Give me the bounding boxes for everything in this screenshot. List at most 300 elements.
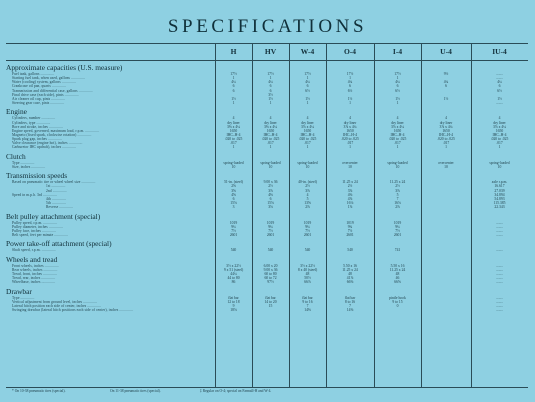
row-label: Swinging drawbar (lateral hitch positions each side of center), inches .............. [12, 308, 134, 313]
table-cell: 41⅞ [346, 276, 354, 281]
table-cell: ........ [495, 267, 504, 272]
table-cell: 17½ [304, 72, 311, 76]
table-cell: 1 [306, 145, 309, 150]
table-cell: .020 to .025 [437, 137, 455, 142]
table-cell: 11.25 x 24 [342, 267, 358, 272]
table-cell: flat bar [228, 295, 239, 300]
row-label: Fuel tank, gallons .............. [12, 72, 55, 76]
table-cell: 540 [304, 248, 311, 253]
table-cell: 10 [395, 164, 400, 169]
table-cell: 2601 [266, 233, 275, 237]
table-cell: 741 [394, 248, 401, 253]
table-cell: 4¼ [268, 80, 273, 85]
row-label: Pulley diameter, inches .............. [12, 224, 63, 229]
table-cell: 16⅛ [346, 201, 354, 206]
table-cell: 3⅞ [347, 188, 353, 193]
table-cell: 4 [445, 116, 447, 121]
table-cell: 6 [232, 196, 235, 201]
column-header: IU-4 [492, 47, 507, 56]
row-label: Tread, front, inches .............. [12, 272, 57, 276]
table-cell: spring-loaded [387, 160, 408, 165]
table-cell: 1650 [393, 128, 402, 133]
section-heading: Wheels and tread [6, 254, 58, 264]
table-cell: 15⅛ [230, 201, 237, 206]
section-heading: Clutch [6, 151, 26, 161]
table-cell: 1 [396, 145, 399, 150]
table-cell: ........ [495, 248, 504, 253]
column-header: HV [264, 47, 277, 56]
table-cell: 4 [498, 116, 501, 121]
table-cell: .017 [267, 141, 274, 146]
table-cell: 27.039 [494, 188, 505, 193]
table-cell: dry liner [301, 120, 314, 125]
row-label: 2nd .............. [46, 188, 67, 193]
table-cell: 1 [232, 101, 235, 106]
row-label: Spark plug gap, inches .............. [12, 137, 62, 142]
table-cell: 2⅞ [305, 205, 310, 210]
table-cell: 10 [444, 164, 448, 169]
table-cell: 5.50 x 16 [343, 263, 357, 268]
table-cell: 1 [232, 145, 235, 150]
table-cell: 2601 [229, 233, 238, 237]
table-cell: ........ [495, 276, 504, 281]
table-cell: ........ [495, 233, 504, 237]
table-cell: 3½ [268, 92, 273, 97]
table-cell: 6.00 x 20 [263, 263, 278, 268]
table-cell: 1½ [395, 96, 400, 101]
row-label: Final drive case (each side), pints .............. [12, 92, 79, 97]
table-cell: 1 [306, 76, 309, 81]
table-cell: 6 [498, 84, 501, 89]
table-cell: 46 [395, 276, 400, 281]
table-cell: ........ [495, 76, 504, 81]
table-cell: 5.50 x 16 [390, 263, 405, 268]
table-cell: 3⅜ x 4¼ [264, 124, 277, 129]
table-cell: 1 [269, 101, 272, 106]
table-cell: 44¼ [230, 272, 237, 276]
table-cell: 48 [395, 272, 400, 276]
table-cell: 66⅞ [304, 280, 311, 285]
table-cell: 1650 [442, 128, 450, 133]
table-cell: 17½ [394, 72, 401, 76]
row-label: Wheelbase, inches .............. [12, 280, 56, 285]
table-cell: ........ [495, 220, 504, 225]
table-cell: dry liner [264, 120, 277, 125]
row-label: Starting fuel tank, when used, gallons .............. [12, 76, 85, 81]
table-cell: 1½ [305, 96, 310, 101]
section-heading: Engine [6, 107, 27, 117]
table-cell: 17½ [267, 72, 274, 76]
table-cell: 3⅞ x 4¼ [343, 124, 357, 129]
table-cell: ........ [495, 295, 504, 300]
table-cell: IHC–H-4 [492, 133, 507, 137]
table-cell: 3 [232, 205, 235, 210]
table-cell: .020 to .025 [341, 137, 359, 142]
table-cell: 48 [305, 272, 310, 276]
row-label: Pulley face, inches .............. [12, 228, 56, 233]
table-cell: 10 [305, 164, 310, 169]
row-label: Rear wheels, inches .............. [12, 267, 58, 272]
column-header: I-4 [392, 47, 403, 56]
column-header: W-4 [300, 47, 315, 56]
table-cell: 54.893 [494, 196, 505, 201]
table-cell: .017 [394, 141, 401, 146]
section-heading: Transmission speeds [6, 171, 68, 181]
table-cell: .017 [442, 141, 450, 146]
table-cell: 2½ [268, 184, 273, 189]
row-label: Bore and stroke, inches .............. [12, 124, 64, 129]
table-cell: 9.00 x 36 [263, 180, 278, 185]
table-cell: 3⅞ [395, 188, 400, 193]
table-cell: 7½ [268, 228, 273, 233]
row-label: Type .............. [12, 295, 35, 300]
table-cell: IHC–H-4 [343, 133, 357, 137]
table-cell: 4¼ [231, 80, 236, 85]
table-cell: 4 [269, 116, 272, 121]
table-cell: 11.25 x 24 [389, 180, 406, 185]
row-label: Belt speed, feet per minute .............. [12, 233, 69, 237]
table-cell: 2½ [395, 184, 400, 189]
table-cell: 15⅛ [267, 201, 274, 206]
table-cell: dry liner [493, 120, 506, 125]
table-cell: 9 [232, 303, 235, 308]
table-cell: 540 [347, 248, 353, 253]
row-label: 1st .............. [46, 184, 66, 189]
table-cell: 1650 [229, 128, 238, 133]
table-cell: 9 to 15 [392, 299, 403, 304]
table-cell: 1019 [266, 220, 275, 225]
section-heading: Approximate capacities (U.S. measure) [6, 63, 123, 72]
column-divider [471, 43, 472, 388]
row-label: Shaft speed, r.p.m. .............. [12, 248, 56, 253]
table-cell: 2⅝ [231, 184, 236, 189]
table-cell: IHC–H-4 [263, 133, 278, 137]
row-label: Valve clearance (engine hot), inches .............. [12, 141, 83, 146]
table-cell: 17½ [346, 72, 354, 76]
footnote: * On 10-38 pneumatic tires (special). [12, 389, 66, 393]
table-cell: 50½ [304, 276, 311, 281]
table-cell: 6 [232, 88, 235, 93]
row-label: Air cleaner oil cup, pints .............. [12, 96, 66, 101]
column-header: H [230, 47, 237, 56]
table-cell: 1019 [229, 220, 238, 225]
table-cell: 22.343 [494, 205, 505, 210]
table-cell: 4⅜ [268, 192, 273, 197]
table-cell: ........ [495, 272, 504, 276]
table-cell: 6½ [395, 88, 400, 93]
table-cell: 40-in. (steel) [298, 180, 317, 185]
table-cell: 6 [232, 84, 235, 89]
table-cell: 2601 [346, 233, 354, 237]
table-cell: 1019 [303, 220, 312, 225]
table-cell: 1019 [346, 220, 354, 225]
table-cell: overcenter [342, 160, 358, 165]
table-cell: 86 [231, 280, 236, 285]
table-cell: 540 [230, 248, 237, 253]
table-cell: 3⅞ x 4¼ [493, 124, 506, 129]
table-cell: 9¾ [347, 224, 353, 229]
table-cell: 1 [232, 76, 235, 81]
table-cell: 10 [348, 164, 352, 169]
table-cell: 11.25 x 24 [389, 267, 406, 272]
row-label: Tread, rear, inches .............. [12, 276, 56, 281]
table-cell: 1 [396, 101, 399, 106]
row-label: Crankcase oil pan, quarts .............. [12, 84, 66, 89]
table-cell: 4¼ [395, 80, 400, 85]
row-label: 5th .............. [46, 201, 66, 206]
table-cell: 44 to 80 [227, 276, 240, 281]
table-cell: 1 [269, 76, 272, 81]
table-cell: 97½ [267, 280, 274, 285]
table-cell: 14⅜ [346, 308, 354, 313]
table-cell: .017 [346, 141, 354, 146]
table-cell: 15 [268, 303, 273, 308]
table-cell: IHC–H-4 [226, 133, 241, 137]
table-cell: 8 to 16 [344, 299, 356, 304]
column-header: O-4 [343, 47, 357, 56]
table-cell: 9¾ [305, 224, 310, 229]
table-cell: 7 [349, 303, 351, 308]
table-cell: 0 [396, 303, 399, 308]
row-label: Vertical adjustment from ground level, inches .............. [12, 299, 98, 304]
table-cell: 3⅛ [268, 205, 273, 210]
table-cell: 12 to 18 [227, 299, 240, 304]
table-cell: 6 [269, 84, 272, 89]
table-cell: 9¾ [395, 224, 400, 229]
table-cell: flat bar [344, 295, 356, 300]
table-cell: 4¼ [497, 80, 502, 85]
table-cell: 4 [306, 116, 309, 121]
table-cell: .017 [496, 141, 503, 146]
table-cell: ........ [495, 303, 504, 308]
table-cell: 11.25 x 24 [342, 180, 358, 185]
table-cell: ........ [495, 101, 504, 106]
table-cell: 60 to 80 [264, 272, 277, 276]
row-label: Steering gear case, pints .............. [12, 101, 65, 106]
table-cell: 4¼ [347, 80, 353, 85]
table-cell: 1 [445, 145, 447, 150]
table-cell: 7½ [305, 228, 310, 233]
table-cell: 6½ [347, 88, 353, 93]
table-cell: IHC–H-4 [300, 133, 315, 137]
table-cell: .017 [230, 141, 237, 146]
table-cell: 3½ x 22½ [226, 263, 241, 268]
table-cell: 6 [306, 84, 309, 89]
row-label: Lateral hitch position each side of center, inches .............. [12, 303, 102, 308]
table-cell: 2⅞ [395, 205, 400, 210]
table-bottom-rule [6, 387, 528, 388]
table-cell: ........ [495, 308, 504, 313]
row-label: Engine speed, governed, maximum load, r.p.m. .............. [12, 128, 100, 133]
column-divider [215, 43, 216, 388]
page-title: SPECIFICATIONS [167, 16, 368, 37]
table-cell: 9¾ [231, 224, 236, 229]
table-cell: ........ [495, 224, 504, 229]
table-cell: 3⅝ [231, 188, 236, 193]
table-cell: 60 to 72 [264, 276, 277, 281]
table-cell: 1 [396, 76, 399, 81]
row-label: Pulley speed, r.p.m. .............. [12, 220, 58, 225]
table-cell: 18⅛ [230, 308, 237, 313]
table-cell: 6 [349, 84, 351, 89]
table-cell: 14⅜ [304, 308, 311, 313]
table-cell: ........ [495, 263, 504, 268]
table-cell: 14 to 20 [264, 299, 277, 304]
table-cell: spring-loaded [223, 160, 244, 165]
table-cell: 1½ [268, 96, 273, 101]
column-divider [421, 43, 422, 388]
table-cell: 2601 [393, 233, 402, 237]
table-cell: 1½ [443, 96, 449, 101]
table-cell: 1 [498, 145, 501, 150]
table-cell: 3⅞ x 4¼ [301, 124, 314, 129]
table-cell: 6 [445, 84, 447, 89]
table-cell: overcenter [438, 160, 454, 165]
table-cell: 7½ [231, 228, 236, 233]
table-cell: 1650 [303, 128, 312, 133]
table-cell: axle r.p.m. [491, 180, 508, 185]
table-cell: 2601 [303, 233, 312, 237]
table-cell: dry liner [391, 120, 404, 125]
row-label: Reverse .............. [46, 205, 74, 210]
table-cell: 4¼ [443, 80, 449, 85]
table-cell: 51-in. (steel) [224, 180, 243, 185]
column-header: U-4 [440, 47, 452, 56]
table-cell: IHC–H-4 [439, 133, 453, 137]
table-cell: 1½ [497, 96, 502, 101]
table-cell: 34.894 [494, 192, 505, 197]
table-cell: 4¼ [305, 80, 310, 85]
table-cell: ........ [495, 72, 504, 76]
table-cell: IHC–H-4 [390, 133, 405, 137]
table-cell: 1 [306, 101, 309, 106]
table-cell: 3⅞ x 4¼ [391, 124, 404, 129]
table-cell: 48 [348, 272, 352, 276]
table-cell: spring-loaded [297, 160, 318, 165]
table-cell: ........ [495, 228, 504, 233]
table-cell: dry liner [439, 120, 453, 125]
table-cell: spring-loaded [260, 160, 281, 165]
table-cell: .020 to .025 [388, 137, 407, 142]
table-cell: 17½ [230, 72, 237, 76]
table-cell: .020 to .025 [224, 137, 243, 142]
table-cell: 6½ [305, 88, 310, 93]
table-cell: 1½ [231, 96, 236, 101]
table-cell: 5 [306, 196, 309, 201]
table-cell: .020 to .025 [298, 137, 317, 142]
header-bottom-rule [6, 60, 528, 61]
table-cell: dry liner [343, 120, 357, 125]
table-cell: 66⅝ [346, 280, 354, 285]
table-cell: 3⅞ [268, 188, 273, 193]
table-cell: 4 [396, 116, 399, 121]
table-cell: 6 [396, 84, 399, 89]
table-cell: 1650 [495, 128, 504, 133]
table-cell: 4⅜ [347, 192, 353, 197]
table-cell: 66⅝ [394, 280, 401, 285]
table-cell: 4⅝ [231, 192, 236, 197]
table-cell: 5 [396, 192, 399, 197]
row-label: Cylinders, number .............. [12, 116, 56, 121]
table-cell: 8 x 40 (steel) [297, 267, 318, 272]
table-cell: 2½ [347, 184, 353, 189]
table-cell: 3⅜ x 4¼ [227, 124, 240, 129]
row-label: Type .............. [12, 160, 35, 165]
table-cell: 2½ [305, 184, 310, 189]
table-cell: flat bar [302, 295, 313, 300]
table-cell: 4 [306, 192, 309, 197]
column-divider [374, 43, 375, 388]
table-cell: spring-loaded [489, 160, 510, 165]
table-cell: 9 x 51 (steel) [223, 267, 244, 272]
row-label: Size, inches .............. [12, 164, 46, 169]
table-cell: 16⅛ [394, 201, 401, 206]
table-cell: 9¾ [268, 224, 273, 229]
table-cell: 10 [268, 164, 273, 169]
row-label: Speed in m.p.h. 3rd .............. [12, 192, 58, 197]
row-label: 4th .............. [46, 196, 66, 201]
column-divider [289, 43, 290, 388]
table-cell: pintle hook [389, 295, 406, 300]
table-cell: 6½ [497, 88, 502, 93]
table-cell: 9½ [443, 72, 449, 76]
footnote: On 11-38 pneumatic tires (special). [110, 389, 161, 393]
table-cell: 7½ [395, 228, 400, 233]
table-cell: 1019 [393, 220, 402, 225]
row-label: Carburetor IHC updraft), inches .............. [12, 145, 77, 150]
table-cell: 10 [497, 164, 502, 169]
section-heading: Drawbar [6, 286, 32, 296]
footnote: ‡ Regular on O-4; special on Farmall-H and W-4. [200, 389, 272, 393]
table-cell: 1 [269, 145, 272, 150]
table-cell: 1⅞ [347, 205, 353, 210]
table-cell: 540 [267, 248, 274, 253]
table-cell: 1½ [347, 96, 353, 101]
table-cell: 1650 [266, 128, 275, 133]
column-divider [326, 43, 327, 388]
row-label: Transmission and differential case, gallons .............. [12, 88, 93, 93]
section-heading: Belt pulley attachment (special) [6, 211, 101, 221]
table-cell: 6 [269, 88, 272, 93]
table-cell: .017 [304, 141, 311, 146]
table-cell: 7½ [347, 228, 353, 233]
table-cell: 16.617 [494, 184, 505, 189]
row-label: Cylinders, type .............. [12, 120, 51, 125]
table-cell: .020 to .025 [490, 137, 509, 142]
table-cell: 3⅞ x 4¼ [439, 124, 453, 129]
table-cell: 7 [396, 196, 399, 201]
table-cell: 13⅝ [304, 201, 311, 206]
table-cell: 9 to 16 [302, 299, 313, 304]
table-cell: 1 [349, 101, 351, 106]
table-cell: 1 [349, 145, 351, 150]
table-cell: 9.00 x 36 [263, 267, 278, 272]
table-cell: .020 to .025 [261, 137, 280, 142]
table-cell: ........ [495, 299, 504, 304]
table-cell: 1650 [346, 128, 354, 133]
table-cell: 10 [231, 164, 236, 169]
row-label: Front wheels, inches .............. [12, 263, 59, 268]
table-cell: flat bar [265, 295, 276, 300]
table-cell: 1 [349, 76, 351, 81]
row-label: Based on pneumatic tire or wheel wheel size .............. [12, 180, 96, 185]
table-cell: dry liner [227, 120, 240, 125]
section-heading: Power take-off attachment (special) [6, 239, 112, 249]
table-cell: ........ [495, 280, 504, 285]
table-cell: 7 [306, 303, 309, 308]
table-cell: 115.385 [493, 201, 506, 206]
row-label: Water (cooling) system, gallons .............. [12, 80, 76, 85]
